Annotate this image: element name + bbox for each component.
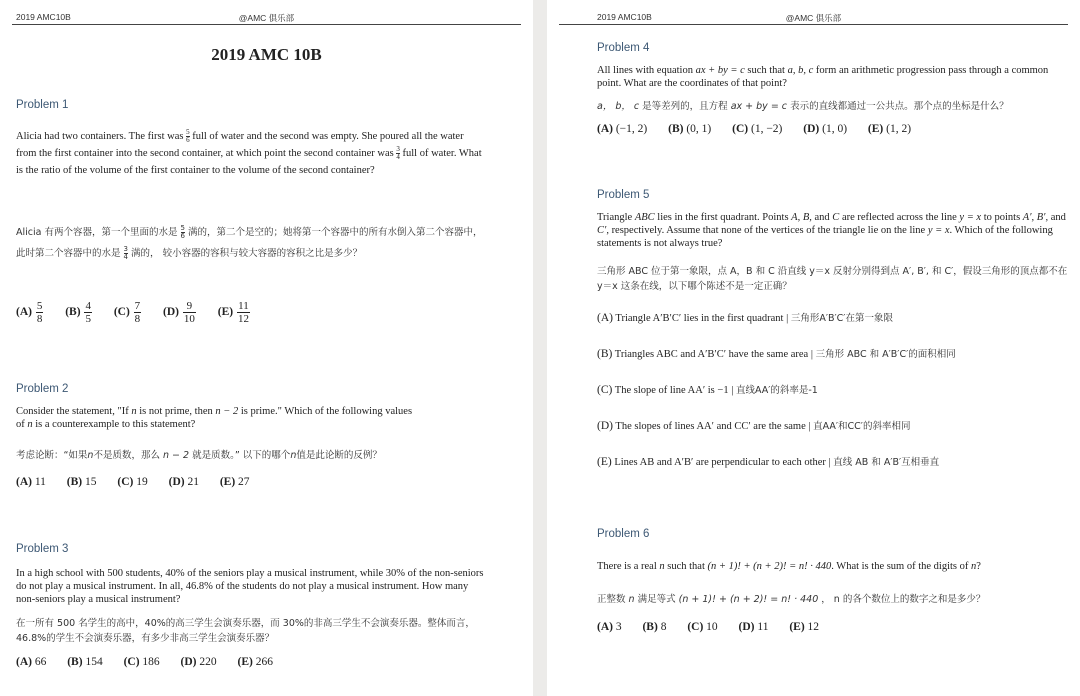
problem-2-heading: Problem 2	[16, 383, 69, 395]
choice-text-zh: 直线AA′的斜率是-1	[735, 385, 818, 396]
text-run: of the students do not play a musical instrument. How many non-seniors play a musical instrument?	[16, 581, 469, 605]
choice-value: (1, −2)	[750, 123, 783, 135]
choice-value: 66	[34, 656, 47, 668]
text-run: of the seniors play a musical instrument, while	[187, 568, 384, 579]
math-expr: y = x	[959, 212, 982, 223]
problem-4-text-en	[597, 64, 1069, 90]
numerator: 11	[238, 300, 249, 312]
problem-4-heading: Problem 4	[597, 42, 650, 54]
header-center: @AMC 俱乐部	[238, 13, 295, 23]
fraction	[181, 225, 185, 240]
choice-c[interactable]	[117, 476, 147, 488]
choice-d[interactable]	[739, 621, 769, 633]
choice-text-zh: 直线 AB 和 A′B′互相垂直	[833, 457, 940, 468]
fraction	[134, 300, 142, 325]
denominator: 10	[183, 313, 195, 325]
choice-value: 186	[142, 656, 160, 668]
choice-label: (A)	[597, 123, 613, 135]
math-var: n	[628, 594, 635, 605]
choice-label: (B)	[65, 306, 81, 319]
choice-d[interactable]	[181, 656, 217, 668]
text-run: 满的， 较小容器的容积与较大容器的容积之比是多少？	[131, 248, 363, 259]
choice-label: (D)	[803, 123, 820, 135]
text-run: Alicia 有两个容器，第一个里面的水是	[16, 227, 178, 238]
math-expr: ax + by = c	[730, 101, 788, 112]
choice-d[interactable]	[163, 300, 197, 325]
text-run: 考虑论断：“如果	[16, 450, 88, 461]
text-run: , respectively. Assume that none of the vertices of the triangle lie on the line	[606, 225, 926, 236]
choice-label: (A)	[597, 621, 613, 633]
text-run: In a high school with 500 students,	[16, 568, 163, 579]
choice-label: (B)	[67, 656, 83, 668]
problem-6-text-zh	[597, 589, 1077, 610]
choice-e[interactable]	[238, 656, 273, 668]
math-expr: C	[832, 212, 840, 223]
choice-value: 11	[34, 476, 46, 488]
text-run: are reflected across the line	[841, 212, 957, 223]
text-run: of the non-seniors do not play a musical instrument. In all,	[16, 568, 484, 592]
text-run: 满的，第二个是空的；她将第一个容器中的所有水倒入第二个容器中，此时第二个容器中的水是	[16, 227, 483, 259]
math-expr: n − 2	[163, 450, 190, 461]
choice-e[interactable]	[217, 300, 251, 325]
text-run: is a counterexample to this statement?	[35, 419, 196, 430]
choice-text-en: Triangle A′B′C′ lies in the first quadrant	[615, 313, 784, 324]
numerator: 4	[85, 300, 91, 312]
choice-value: 15	[85, 476, 97, 488]
numerator: 3	[396, 145, 400, 154]
choice-label: (C)	[113, 306, 130, 319]
choice-label: (E)	[219, 476, 236, 488]
header-rule	[559, 24, 1068, 25]
choice-value: (1, 0)	[822, 123, 848, 135]
problem-6-heading: Problem 6	[597, 528, 650, 540]
text-run: 值是此论断的反例？	[296, 450, 382, 461]
problem-1-choices	[16, 300, 269, 325]
choice-value: 8	[660, 621, 667, 633]
text-run: and	[1050, 212, 1066, 223]
math-expr: ax + by = c	[695, 65, 745, 76]
choice-label: (B)	[668, 123, 684, 135]
choice-b[interactable]	[67, 656, 102, 668]
problem-5-text-en	[597, 211, 1069, 250]
text-run: to points	[983, 212, 1021, 223]
choice-value: 10	[706, 621, 718, 633]
choice-label: (E)	[867, 123, 884, 135]
problem-5-choice-a[interactable]: (A) Triangle A′B′C′ lies in the first quadrant | 三角形A′B′C′在第一象限	[597, 312, 893, 324]
choice-a[interactable]	[16, 656, 46, 668]
problem-2-choices	[16, 476, 268, 488]
choice-c[interactable]	[113, 300, 142, 325]
numerator: 7	[134, 300, 141, 312]
choice-e[interactable]	[220, 476, 250, 488]
numerator: 5	[186, 128, 190, 137]
problem-2-text-zh	[16, 445, 506, 466]
math-expr: A′, B′,	[1022, 212, 1049, 223]
problem-3-heading: Problem 3	[16, 543, 69, 555]
choice-label: (C)	[732, 123, 749, 135]
header-left: 2019 AMC10B	[597, 12, 652, 22]
choice-label: (E)	[597, 456, 612, 468]
text-run: 满足等式	[637, 594, 676, 605]
running-header	[547, 8, 1080, 22]
fraction	[36, 300, 44, 325]
choice-e[interactable]	[789, 621, 819, 633]
fraction	[396, 146, 400, 161]
math-var: n	[87, 450, 94, 461]
text-run: ?	[976, 561, 981, 572]
problem-2-text-en	[16, 405, 486, 431]
choice-text-en: Triangles ABC and A′B′C′ have the same area	[614, 349, 809, 360]
problem-3-text-zh: 在一所有 500 名学生的高中，40%的高三学生会演奏乐器，而 30%的非高三学生不会演奏乐器。整体而言，46.8%的学生不会演奏乐器，有多少非高三学生会演奏乐器？	[16, 618, 475, 644]
choice-b[interactable]	[642, 621, 666, 633]
text-run: and	[814, 212, 830, 223]
text-run: All lines with equation	[597, 65, 693, 76]
text-run: Consider the statement, "If	[16, 406, 129, 417]
text-run: Alicia had two containers. The first was	[16, 131, 184, 142]
problem-5-heading: Problem 5	[597, 189, 650, 201]
numerator: 3	[123, 245, 129, 253]
choice-a[interactable]	[597, 123, 647, 135]
math-expr: (n + 1)! + (n + 2)! = n! · 440	[707, 561, 832, 572]
choice-text-en: The slopes of lines AA′ and CC′ are the same	[615, 421, 806, 432]
choice-a[interactable]	[16, 476, 46, 488]
problem-3-text-en	[16, 567, 486, 606]
choice-value: 21	[187, 476, 199, 488]
problem-4-text-zh	[597, 96, 1072, 117]
problem-1-heading: Problem 1	[16, 99, 69, 111]
denominator: 6	[186, 136, 190, 145]
choice-label: (C)	[117, 476, 134, 488]
choice-label: (A)	[597, 312, 613, 324]
math-expr: C′	[597, 225, 607, 236]
text-run: full of water. What is the ratio of the volume of the first container to the volume of the second container?	[16, 148, 482, 176]
fraction	[186, 129, 190, 144]
choice-label: (D)	[163, 306, 179, 319]
denominator: 6	[180, 232, 185, 240]
choice-value: (0, 1)	[686, 123, 712, 135]
choice-value: 154	[85, 656, 103, 668]
denominator: 4	[396, 153, 400, 162]
math-expr: ABC	[634, 212, 655, 223]
text-run: 正整数	[597, 594, 626, 605]
denominator: 5	[85, 313, 91, 325]
denominator: 8	[36, 313, 43, 325]
math-var: n	[971, 561, 977, 572]
text-run: 就是质数。” 以下的哪个	[192, 450, 291, 461]
choice-text-zh: 直AA′和CC′的斜率相同	[813, 421, 911, 432]
document-title: 2019 AMC 10B	[211, 45, 322, 64]
math-expr: y = x	[927, 225, 950, 236]
choice-label: (B)	[642, 621, 658, 633]
page-left	[0, 0, 533, 696]
choice-c[interactable]	[732, 123, 782, 135]
choice-b[interactable]	[668, 123, 711, 135]
text-run: is not prime, then	[139, 406, 213, 417]
choice-value: (1, 2)	[886, 123, 912, 135]
text-run: full of water and the second was empty. She poured all the water from the first container into the second container, at which point the second container	[16, 131, 464, 159]
problem-5-choice-e[interactable]: (E) Lines AB and A′B′ are perpendicular to each other | 直线 AB 和 A′B′互相垂直	[597, 456, 940, 468]
choice-label: (C)	[123, 656, 140, 668]
choice-c[interactable]	[687, 621, 717, 633]
choice-value: 266	[255, 656, 273, 668]
text-run: is prime." Which of the following values	[240, 406, 413, 417]
numerator: 5	[180, 224, 185, 232]
choice-value: 11	[757, 621, 769, 633]
problem-6-choices	[597, 621, 837, 633]
choice-label: (D)	[168, 476, 185, 488]
fraction	[183, 300, 196, 325]
choice-label: (C)	[687, 621, 704, 633]
header-left: 2019 AMC10B	[16, 12, 71, 22]
choice-label: (D)	[738, 621, 755, 633]
choice-value: 3	[615, 621, 622, 633]
numerator: 9	[183, 300, 196, 313]
problem-3-choices	[16, 656, 291, 668]
math-value: 46.8%	[185, 581, 213, 592]
choice-value: 19	[136, 476, 148, 488]
math-expr: n − 2	[215, 406, 239, 417]
choice-e[interactable]	[868, 123, 911, 135]
problem-4-choices	[597, 123, 929, 135]
text-run: of	[16, 419, 25, 430]
choice-label: (E)	[237, 656, 253, 668]
choice-value: 220	[199, 656, 217, 668]
text-run: form an arithmetic progression pass through a common point. What are the coordinates of that point?	[597, 65, 1049, 89]
text-run: ， n 的各个数位上的数字之和是多少？	[821, 594, 986, 605]
choice-label: (D)	[180, 656, 197, 668]
choice-label: (A)	[16, 476, 32, 488]
choice-text-zh: 三角形A′B′C′在第一象限	[790, 313, 893, 324]
choice-d[interactable]	[803, 123, 847, 135]
choice-b[interactable]	[65, 300, 93, 325]
text-run: 表示的直线都通过一公共点。那个点的坐标是什么？	[790, 101, 1009, 112]
text-run: Triangle	[597, 212, 633, 223]
choice-a[interactable]	[16, 300, 44, 325]
math-expr: a, b, c	[787, 65, 814, 76]
problem-5-choice-d[interactable]: (D) The slopes of lines AA′ and CC′ are the same | 直AA′和CC′的斜率相同	[597, 420, 911, 432]
choice-value: 12	[807, 621, 820, 633]
math-var: n	[290, 450, 297, 461]
choice-a[interactable]	[597, 621, 622, 633]
choice-label: (B)	[66, 476, 83, 488]
denominator: 8	[134, 313, 141, 325]
choice-text-en: Lines AB and A′B′ are perpendicular to each other	[614, 457, 826, 468]
problem-6-text-en	[597, 558, 1077, 575]
fraction	[124, 246, 128, 261]
math-var: n	[27, 419, 33, 430]
text-run: . What is the sum of the digits of	[831, 561, 969, 572]
fraction	[237, 300, 250, 325]
text-run: . Which of the following statements is not always true?	[597, 225, 1053, 249]
text-run: such that	[667, 561, 705, 572]
choice-b[interactable]	[67, 476, 97, 488]
problem-5-choice-c[interactable]: (C) The slope of line AA′ is −1 | 直线AA′的斜率是-1	[597, 384, 818, 396]
fraction	[84, 300, 92, 325]
choice-text-zh: 三角形 ABC 和 A′B′C′的面积相同	[815, 349, 956, 360]
math-expr: a， b， c	[597, 101, 640, 112]
math-var: n	[131, 406, 137, 417]
page-right	[547, 0, 1080, 696]
choice-label: (E)	[217, 306, 234, 319]
choice-label: (D)	[597, 420, 613, 432]
choice-label: (A)	[16, 656, 32, 668]
numerator: 5	[36, 300, 43, 312]
running-header	[0, 8, 533, 22]
denominator: 4	[123, 253, 129, 261]
problem-1-text-en	[16, 128, 486, 179]
header-rule	[12, 24, 521, 25]
math-value: 30%	[385, 568, 406, 579]
choice-label: (E)	[789, 621, 805, 633]
choice-value: (−1, 2)	[615, 123, 648, 135]
problem-5-choice-b[interactable]: (B) Triangles ABC and A′B′C′ have the same area | 三角形 ABC 和 A′B′C′的面积相同	[597, 348, 956, 360]
choice-label: (C)	[597, 384, 613, 396]
header-center: @AMC 俱乐部	[785, 13, 842, 23]
math-expr: (n + 1)! + (n + 2)! = n! · 440	[678, 594, 819, 605]
text-run: There is a real	[597, 561, 657, 572]
choice-c[interactable]	[124, 656, 160, 668]
math-expr: A, B,	[791, 212, 812, 223]
math-var: n	[659, 561, 665, 572]
choice-text-en: The slope of line AA′ is −1	[614, 385, 729, 396]
problem-5-text-zh: 三角形 ABC 位于第一象限，点 A，B 和 C 沿直线 y＝x 反射分别得到点 A′, B′, 和 C′，假设三角形的顶点都不在 y＝x 这条在线，以下哪个陈述不是一定正确？	[597, 266, 1068, 292]
math-value: 40%	[165, 568, 185, 579]
text-run: such that	[747, 65, 785, 76]
choice-d[interactable]	[169, 476, 199, 488]
text-run: 是等差列的，且方程	[642, 101, 728, 112]
text-run: was	[377, 148, 394, 159]
text-run: 不是质数，那么	[93, 450, 160, 461]
choice-value: 27	[238, 476, 250, 488]
choice-label: (A)	[16, 306, 32, 319]
denominator: 12	[237, 313, 249, 325]
text-run: lies in the first quadrant. Points	[657, 212, 789, 223]
problem-1-text-zh	[16, 222, 486, 264]
choice-label: (B)	[597, 348, 613, 360]
